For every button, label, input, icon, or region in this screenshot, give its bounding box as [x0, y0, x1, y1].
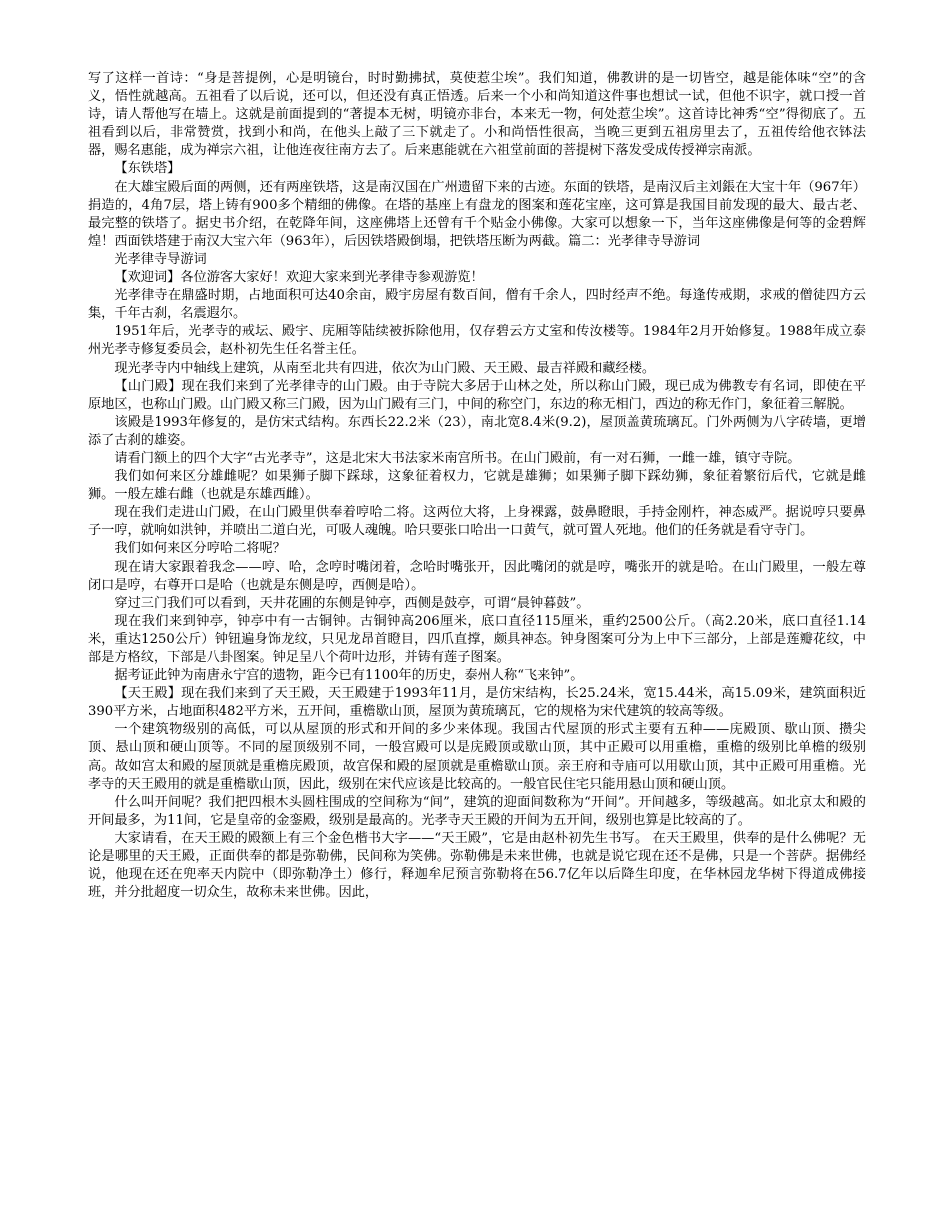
paragraph: 穿过三门我们可以看到，天井花圃的东侧是钟亭，西侧是鼓亭，可谓“晨钟暮鼓”。: [114, 595, 590, 611]
section-heading-east-iron-pagoda: 【东铁塔】: [114, 161, 181, 177]
paragraph: 现在请大家跟着我念——哼、哈，念哼时嘴闭着，念哈时嘴张开，因此嘴闭的就是哼，嘴张开的就是哈。在山门殿里，一般左尊闭口是哼，右尊开口是哈（也就是东侧是哼，西侧是哈）。: [88, 559, 866, 593]
paragraph: 大家请看，在天王殿的殿额上有三个金色楷书大字——“天王殿”，它是由赵朴初先生书写。 在天王殿里，供奉的是什么佛呢？无论是哪里的天王殿，正面供奉的都是弥勒佛，民间称为笑佛。弥勒佛是未来世佛，也就是说它现在还不是佛，只是一个菩萨。据佛经说，他现在还在兜率天内院中（即弥勒净土）修行，释迦牟尼预言弥勒将在56.7亿年以后降生印度，在华林园龙华树下得道成佛接班，并分批超度一切众生，故称未来世佛。因此，: [88, 830, 866, 901]
paragraph: 现在我们来到钟亭，钟亭中有一古铜钟。古铜钟高206厘米，底口直径115厘米，重约2500公斤。（高2.20米，底口直径1.14米，重达1250公斤）钟钮遍身饰龙纹，只见龙昂首瞪目，四爪直撑，颇具神态。钟身图案可分为上中下三部分，上部是莲瓣花纹，中部是方格纹，下部是八卦图案。钟足呈八个荷叶边形，并铸有莲子图案。: [88, 613, 866, 665]
paragraph: 1951年后，光孝寺的戒坛、殿宇、庑厢等陆续被拆除他用，仅存碧云方丈室和传汝楼等。1984年2月开始修复。1988年成立泰州光孝寺修复委员会，赵朴初先生任名誉主任。: [88, 324, 866, 358]
paragraph-shanmen-hall: 【山门殿】现在我们来到了光孝律寺的山门殿。由于寺院大多居于山林之处，所以称山门殿，现已成为佛教专有名词，即使在平原地区，也称山门殿。山门殿又称三门殿，因为山门殿有三门，中间的称空门，东边的称无相门，西边的称无作门，象征着三解脱。: [88, 378, 866, 412]
paragraph: 在大雄宝殿后面的两侧，还有两座铁塔，这是南汉国在广州遗留下来的古迹。东面的铁塔，是南汉后主刘鋹在大宝十年（967年）捐造的，4角7层，塔上铸有900多个精细的佛像。在塔的基座上有盘龙的图案和莲花宝座，这可算是我国目前发现的最大、最古老、最完整的铁塔了。据史书介绍，在乾降年间，这座佛塔上还曾有千个贴金小佛像。大家可以想象一下，当年这座佛像是何等的金碧辉煌！西面铁塔建于南汉大宝六年（963年），后因铁塔殿倒塌，把铁塔压断为两截。篇二：光孝律寺导游词: [88, 179, 866, 249]
section-title: 光孝律寺导游词: [114, 251, 207, 267]
paragraph: 该殿是1993年修复的，是仿宋式结构。东西长22.2米（23），南北宽8.4米(9.2)，屋顶盖黄琉璃瓦。门外两侧为八字砖墙，更增添了古刹的雄姿。: [88, 414, 866, 448]
paragraph: 什么叫开间呢？我们把四根木头圆柱围成的空间称为“间”，建筑的迎面间数称为“开间”。开间越多，等级越高。如北京太和殿的开间最多，为11间，它是皇帝的金銮殿，级别是最高的。光孝寺天王殿的开间为五开间，级别也算是比较高的了。: [88, 794, 866, 828]
paragraph: 我们如何来区分哼哈二将呢？: [114, 541, 286, 557]
paragraph: 写了这样一首诗：“身是菩提例，心是明镜台，时时勤拂拭，莫使惹尘埃”。我们知道，佛教讲的是一切皆空，越是能体味“空”的含义，悟性就越高。五祖看了以后说，还可以，但还没有真正悟透。后来一个小和尚知道这件事也想试一试，但他不识字，就口授一首诗，请人帮他写在墙上。这就是前面提到的“著提本无树，明镜亦非台，本来无一物，何处惹尘埃”。这首诗比神秀“空”得彻底了。五祖看到以后，非常赞赏，找到小和尚，在他头上敲了三下就走了。小和尚悟性很高，当晚三更到五祖房里去了，五祖传给他衣钵法器，赐名惠能，成为禅宗六祖，让他连夜往南方去了。后来惠能就在六祖堂前面的菩提树下落发受成传授禅宗南派。: [88, 71, 866, 159]
paragraph: 据考证此钟为南唐永宁宫的遗物，距今已有1100年的历史，泰州人称“飞来钟”。: [114, 668, 584, 684]
paragraph-welcome: 【欢迎词】各位游客大家好！欢迎大家来到光孝律寺参观游览！: [114, 270, 484, 286]
paragraph: 一个建筑物级别的高低，可以从屋顶的形式和开间的多少来体现。我国古代屋顶的形式主要有五种——庑殿顶、歇山顶、攒尖顶、悬山顶和硬山顶等。不同的屋顶级别不同，一般宫殿可以是庑殿顶或歇山顶，其中正殿可以用重檐，重檐的级别比单檐的级别高。故如宫太和殿的屋顶就是重檐庑殿顶，故宫保和殿的屋顶就是重檐歇山顶。亲王府和寺庙可以用歇山顶，其中正殿可用重檐。光孝寺的天王殿用的就是重檐歇山顶，因此，级别在宋代应该是比较高的。一般官民住宅只能用悬山顶和硬山顶。: [88, 722, 866, 792]
paragraph: 现光孝寺内中轴线上建筑，从南至北共有四进，依次为山门殿、天王殿、最吉祥殿和藏经楼。: [114, 360, 656, 376]
paragraph: 我们如何来区分雄雌呢？如果狮子脚下踩球，这象征着权力，它就是雄狮；如果狮子脚下踩幼狮，象征着繁衍后代，它就是雌狮。一般左雄右雌（也就是东雄西雌）。: [88, 469, 866, 503]
paragraph: 光孝律寺在鼎盛时期，占地面积可达40余亩，殿宇房屋有数百间，僧有千余人，四时经声不绝。每逢传戒期，求戒的僧徒四方云集，千年古刹，名震遐尔。: [88, 288, 866, 322]
paragraph: 现在我们走进山门殿，在山门殿里供奉着哼哈二将。这两位大将，上身裸露，鼓鼻瞪眼，手持金刚杵，神态威严。据说哼只要鼻子一哼，就响如洪钟，并喷出二道白光，可吸人魂魄。哈只要张口哈出一口黄气，就可置人死地。他们的任务就是看守寺门。: [88, 505, 866, 539]
paragraph: 请看门额上的四个大字“古光孝寺”，这是北宋大书法家米南宫所书。在山门殿前，有一对石狮，一雌一雄，镇守寺院。: [114, 450, 801, 466]
paragraph-tianwang-hall: 【天王殿】现在我们来到了天王殿，天王殿建于1993年11月，是仿宋结构，长25.24米，宽15.44米，高15.09米，建筑面积近390平方米，占地面积482平方米，五开间，重檐歇山顶，屋顶为黄琉璃瓦，它的规格为宋代建筑的较高等级。: [88, 686, 866, 720]
